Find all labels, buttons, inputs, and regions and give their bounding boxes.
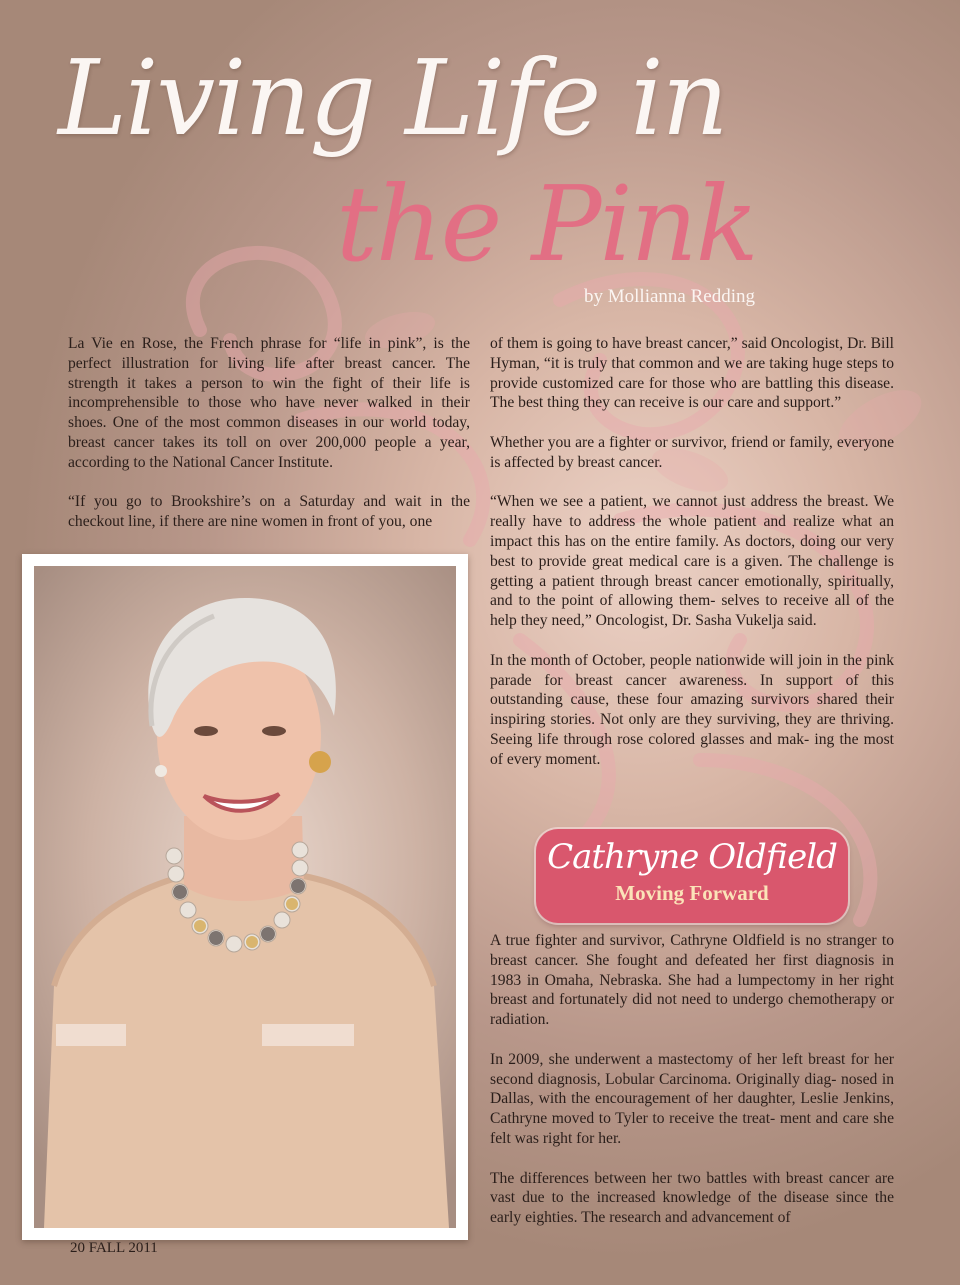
paragraph: of them is going to have breast cancer,” said Oncologist, Dr. Bill Hyman, “it is truly that common and we are taking huge steps to provide customized care for those who are battling this disease. The best thing they can receive is our care and support.”: [490, 335, 894, 412]
title-line-2: the Pink: [336, 163, 757, 285]
page-folio: 20 FALL 2011: [70, 1240, 158, 1256]
paragraph: “When we see a patient, we cannot just address the breast. We really have to address the whole patient and realize what an impact this has on the entire family. As doctors, doing our very best to provide great medical care is a given. The challenge is getting a patient through breast cancer emotionally, spiritually, and to the point of allowing them- selves to receive all of the help they need,” Oncologist, Dr. Sasha Vukelja said.: [490, 493, 894, 630]
paragraph: “If you go to Brookshire’s on a Saturday and wait in the checkout line, if there are nine women in front of you, one: [68, 493, 470, 531]
portrait-photo-frame: [22, 554, 468, 1240]
section-name: Cathryne Oldfield: [547, 837, 837, 877]
paragraph: La Vie en Rose, the French phrase for “life in pink”, is the perfect illustration for living life after breast cancer. The strength it takes a person to win the fight of their life is incomprehensible to those who have never walked in their shoes. One of the most common diseases in our world today, breast cancer takes its toll on over 200,000 people a year, according to the National Cancer Institute.: [68, 335, 470, 471]
right-column: [490, 334, 894, 789]
paragraph: The differences between her two battles with breast cancer are vast due to the increased knowledge of the disease since the early eighties. The research and advancement of: [490, 1169, 894, 1227]
section-banner: [536, 829, 848, 923]
left-column: [68, 334, 470, 552]
section-column: [490, 931, 894, 1248]
portrait-illustration: [34, 566, 456, 1228]
section-subtitle: Moving Forward: [615, 881, 769, 905]
byline: by Mollianna Redding: [584, 286, 755, 307]
blouse-pocket-trim: [56, 1024, 126, 1046]
portrait-photo: [34, 566, 456, 1228]
paragraph: A true fighter and survivor, Cathryne Oldfield is no stranger to breast cancer. She fought and defeated her first diagnosis in 1983 in Omaha, Nebraska. She had a lumpectomy in her right breast and fortunately did not need to undergo chemotherapy or radiation.: [490, 932, 894, 1029]
blouse-pocket-trim: [262, 1024, 354, 1046]
paragraph: Whether you are a fighter or survivor, friend or family, everyone is affected by breast cancer.: [490, 433, 894, 471]
title-line-1: Living Life in: [58, 37, 727, 159]
paragraph: In 2009, she underwent a mastectomy of her left breast for her second diagnosis, Lobular Carcinoma. Originally diag- nosed in Dallas, with the encouragement of her daughter, Leslie Jenkins, Cathryne moved to Tyler to receive the treat- ment and care she felt was right for her.: [490, 1050, 894, 1147]
paragraph: In the month of October, people nationwide will join in the pink parade for breast cancer awareness. In support of this outstanding cause, these four amazing survivors shared their inspiring stories. Not only are they surviving, they are thriving. Seeing life through rose colored glasses and mak- ing the most of every moment.: [490, 651, 894, 768]
